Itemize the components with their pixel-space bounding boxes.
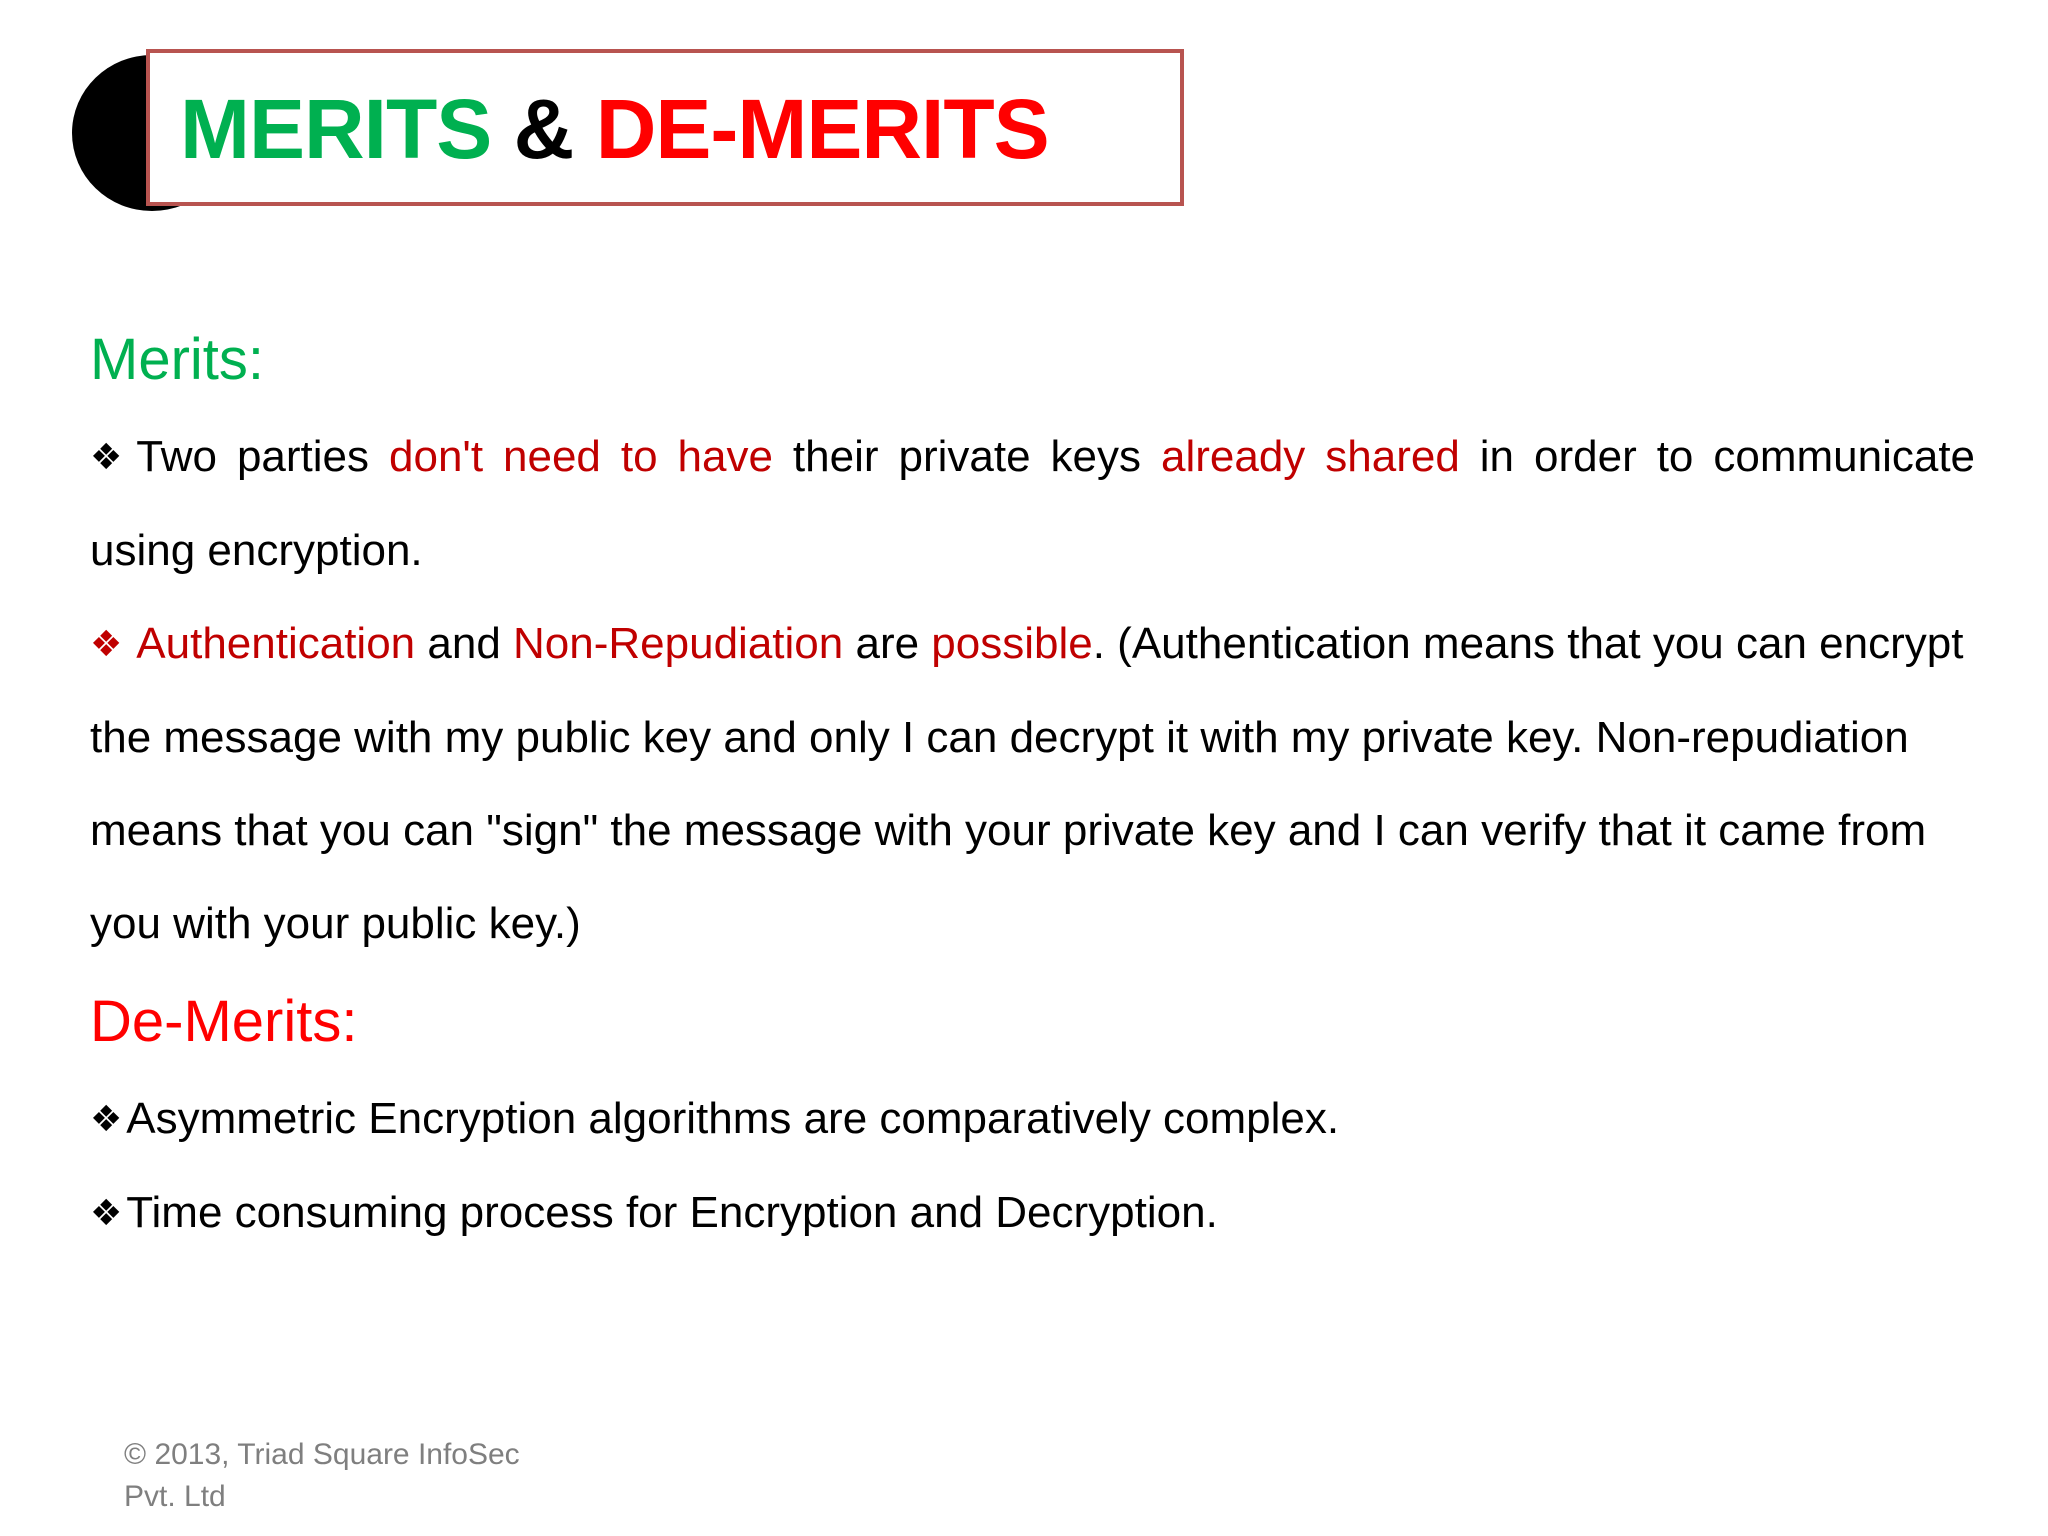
merits-item-1-highlight-b: already shared bbox=[1160, 432, 1460, 481]
slide-title bbox=[180, 81, 1049, 177]
diamond-bullet-icon: ❖ bbox=[90, 624, 123, 665]
title-ampersand: & bbox=[491, 82, 596, 176]
demerits-item-1-text: Asymmetric Encryption algorithms are comparatively complex. bbox=[126, 1094, 1340, 1143]
slide-content bbox=[90, 320, 1975, 1260]
merits-item-1 bbox=[90, 410, 1975, 597]
merits-item-2-text-b: are bbox=[843, 619, 932, 668]
merits-item-2-highlight-b: Non-Repudiation bbox=[513, 619, 844, 668]
merits-item-1-text-a: Two parties bbox=[136, 432, 389, 481]
merits-item-1-highlight-a: don't need to have bbox=[389, 432, 773, 481]
title-box bbox=[146, 49, 1184, 206]
copyright-line-2: Pvt. Ltd bbox=[124, 1480, 226, 1513]
copyright-line-1: © 2013, Triad Square InfoSec bbox=[124, 1438, 520, 1471]
diamond-bullet-icon: ❖ bbox=[90, 1193, 123, 1234]
merits-item-1-text-c: in order to communicate using encryption. bbox=[90, 432, 1976, 575]
demerits-heading: De-Merits: bbox=[90, 989, 358, 1054]
copyright-footer bbox=[124, 1434, 644, 1518]
merits-heading: Merits: bbox=[90, 327, 264, 392]
merits-item-2-highlight-a: Authentication bbox=[136, 619, 416, 668]
diamond-bullet-icon: ❖ bbox=[90, 1099, 123, 1140]
title-demerits: DE-MERITS bbox=[595, 82, 1049, 176]
merits-item-2 bbox=[90, 597, 1975, 970]
merits-item-2-text-c: . (Authentication means that you can encrypt the message with my public key and only I can decrypt it with my private key. Non-repudiation means that you can "sign" the message with your private key and I can verify that it came from you with your public key.) bbox=[90, 619, 1964, 948]
title-merits: MERITS bbox=[180, 82, 492, 176]
merits-item-2-highlight-c: possible bbox=[931, 619, 1093, 668]
merits-item-2-text-a: and bbox=[415, 619, 514, 668]
demerits-item-2 bbox=[90, 1166, 1975, 1260]
demerits-item-2-text: Time consuming process for Encryption and Decryption. bbox=[126, 1188, 1218, 1237]
merits-item-1-text-b: their private keys bbox=[772, 432, 1161, 481]
demerits-item-1 bbox=[90, 1072, 1975, 1166]
diamond-bullet-icon: ❖ bbox=[90, 437, 123, 478]
